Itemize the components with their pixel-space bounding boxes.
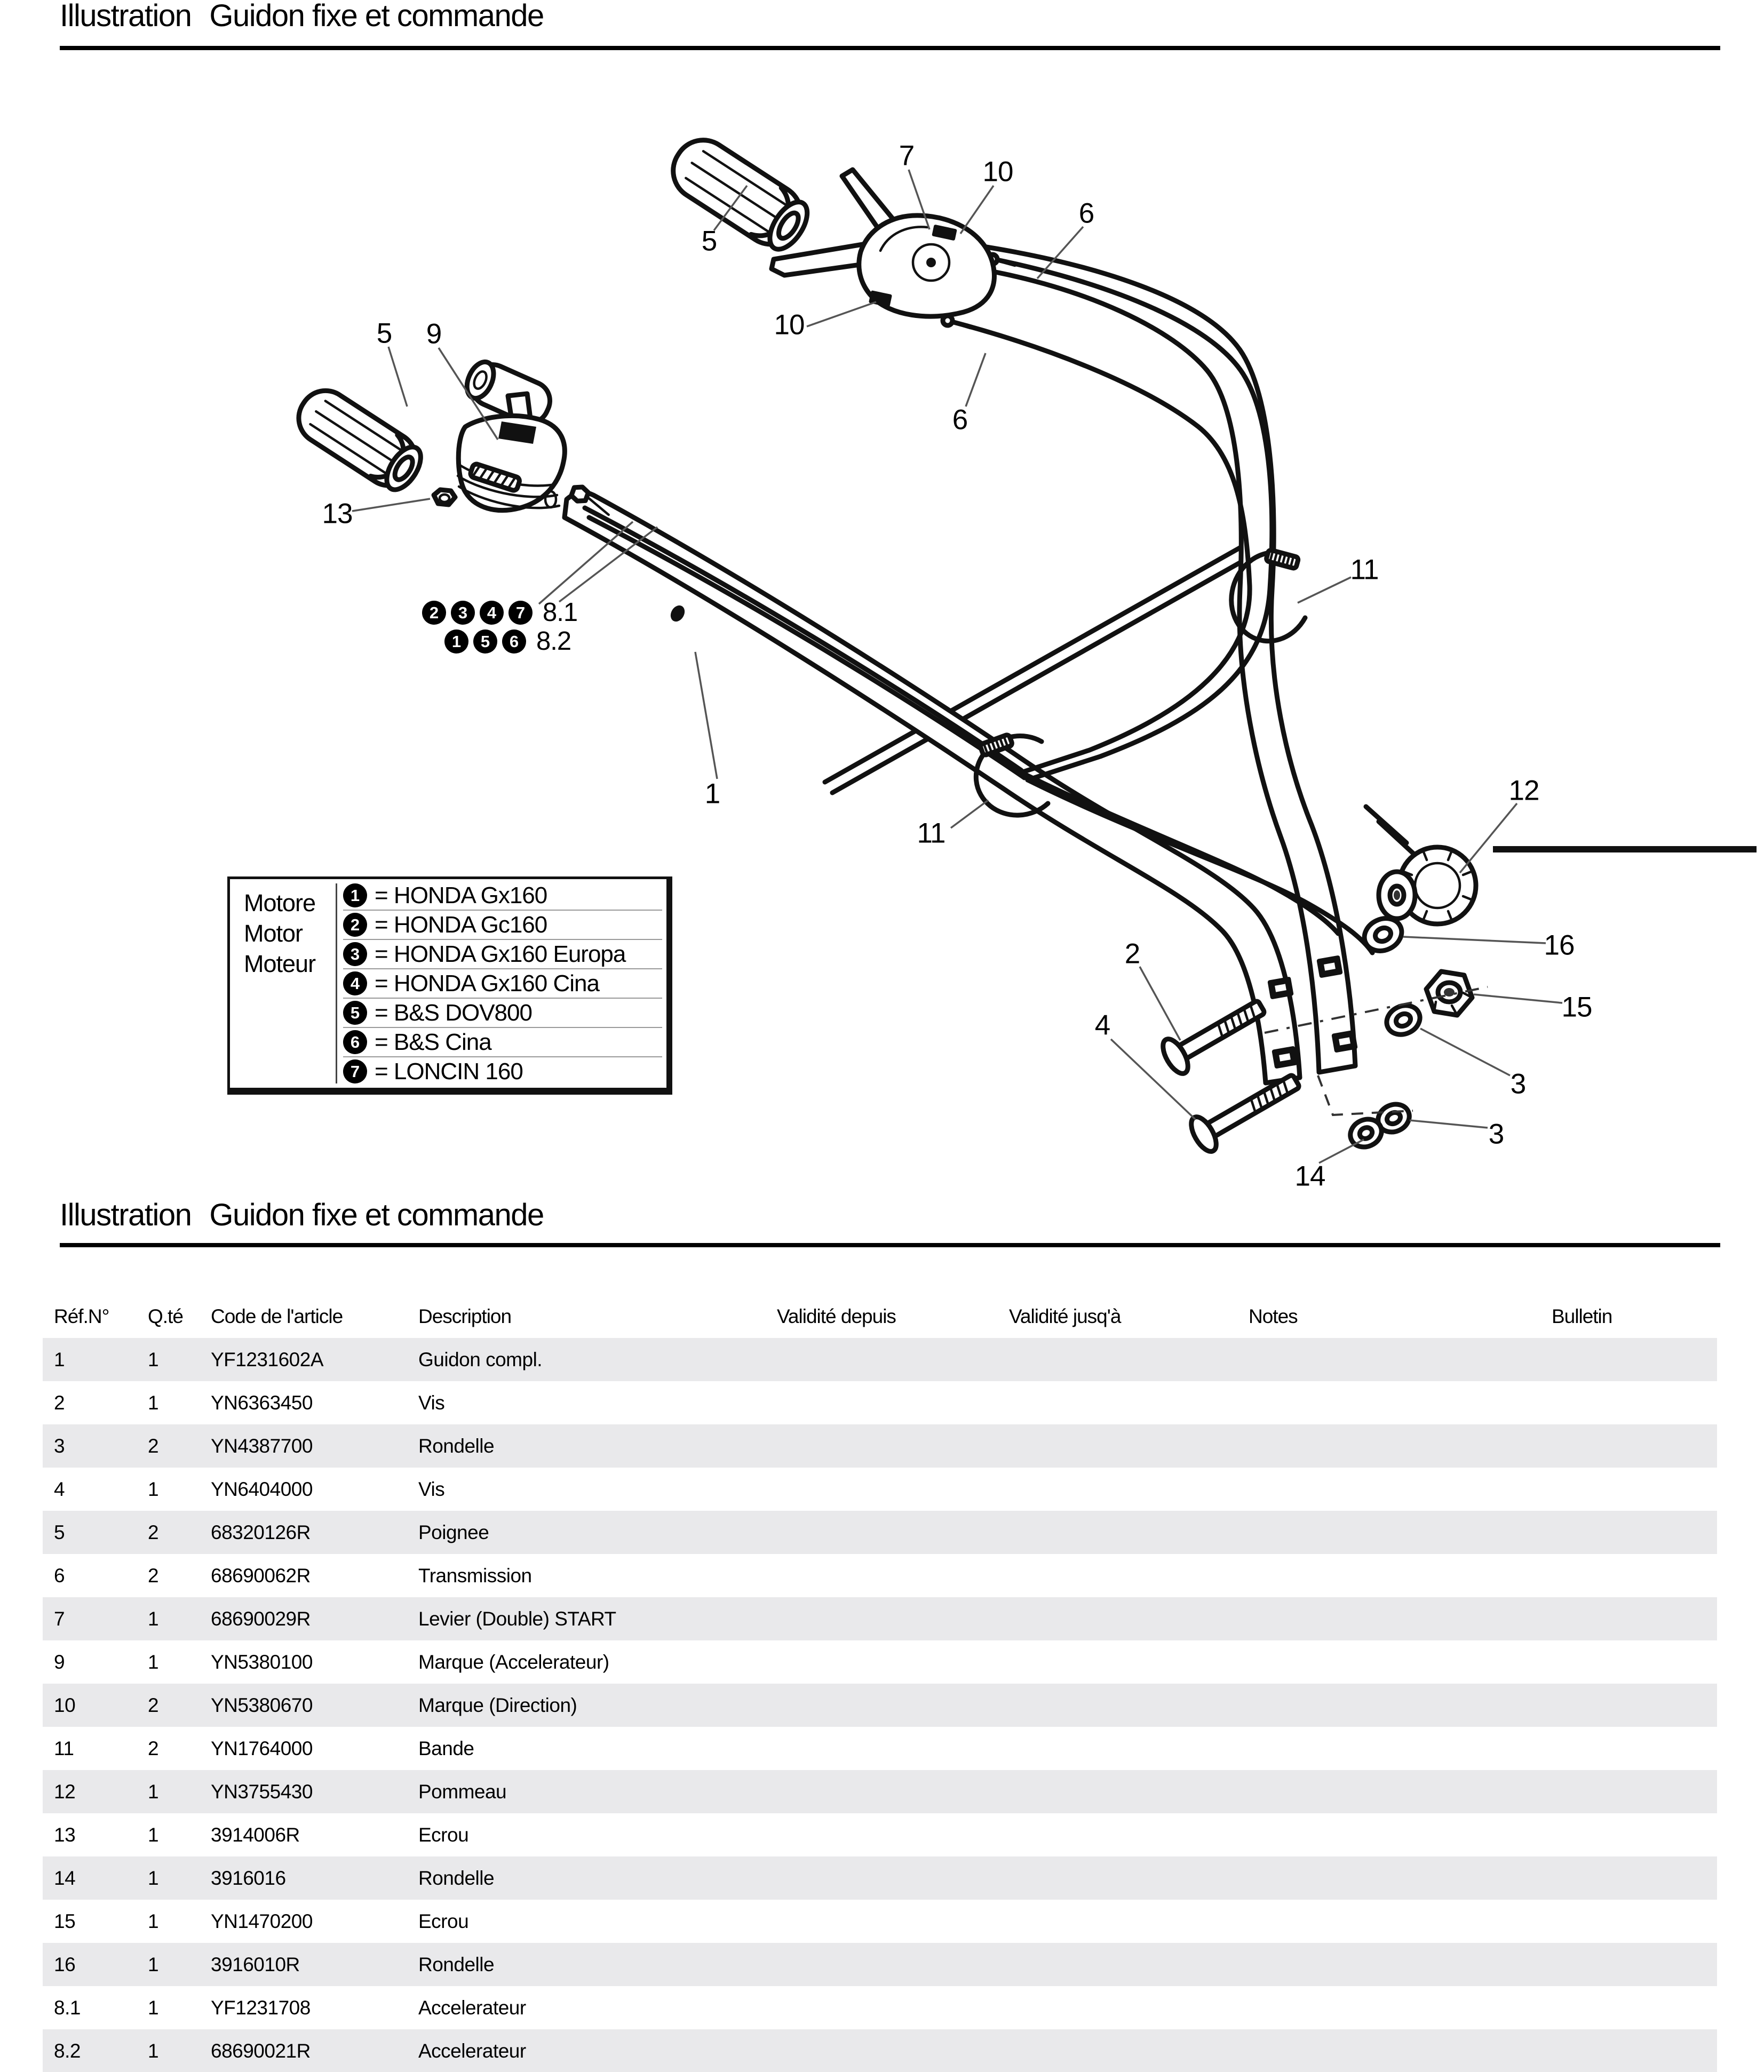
table-cell: YF1231602A (211, 1348, 324, 1370)
table-cell: Rondelle (418, 1435, 495, 1457)
parts-table (43, 1338, 1717, 2072)
table-cell: 8.2 (54, 2039, 81, 2062)
table-row (43, 1468, 1717, 1511)
table-cell: 3914006R (211, 1823, 300, 1846)
table-cell: 11 (54, 1737, 74, 1759)
engine-badge: 7 (343, 1059, 367, 1083)
table-cell: 1 (148, 1953, 159, 1975)
table-cell: Pommeau (418, 1780, 507, 1803)
table-row (43, 1770, 1717, 1813)
engine-badge: 1 (444, 629, 468, 654)
legend-language-label: Motor (244, 920, 303, 947)
table-cell: 68690021R (211, 2039, 311, 2062)
table-row (43, 1640, 1717, 1684)
badge-ref-label: 8.2 (536, 627, 571, 656)
table-cell: 4 (54, 1478, 65, 1500)
table-cell: 2 (54, 1391, 65, 1414)
table-cell: YN1470200 (211, 1910, 313, 1932)
legend-language-label: Moteur (244, 950, 316, 977)
table-cell: 1 (54, 1348, 65, 1370)
callout-16: 16 (1544, 929, 1575, 961)
callout-15: 15 (1561, 991, 1592, 1023)
legend-entry (343, 911, 662, 940)
page-title-text: Guidon fixe et commande (209, 0, 544, 33)
table-cell: Bande (418, 1737, 474, 1759)
table-cell: 6 (54, 1564, 65, 1587)
engine-badge-row-8.2 (444, 626, 571, 656)
table-cell: 1 (148, 1651, 159, 1673)
badge-ref-label: 8.1 (543, 598, 578, 627)
table-cell: 16 (54, 1953, 76, 1975)
callout-11: 11 (917, 817, 945, 849)
engine-badge: 4 (480, 601, 504, 625)
callout-13: 13 (322, 498, 353, 530)
engine-badge: 7 (508, 601, 533, 625)
table-row (43, 1727, 1717, 1770)
engine-badge-row-8.1 (422, 597, 577, 627)
callout-5: 5 (376, 317, 392, 349)
table-row (43, 1986, 1717, 2029)
table-cell: 68690029R (211, 1607, 311, 1630)
legend-entry-label: = HONDA Gc160 (375, 911, 547, 938)
table-row (43, 1511, 1717, 1554)
table-section-title (60, 1197, 544, 1233)
table-cell: Guidon compl. (418, 1348, 543, 1370)
table-cell: 10 (54, 1694, 76, 1716)
table-cell: Rondelle (418, 1953, 495, 1975)
table-cell: 13 (54, 1823, 76, 1846)
table-row (43, 1856, 1717, 1900)
table-cell: 3916010R (211, 1953, 300, 1975)
table-cell: 68320126R (211, 1521, 311, 1543)
column-header: Validité depuis (777, 1305, 896, 1327)
engine-badge: 3 (343, 942, 367, 966)
table-row (43, 1424, 1717, 1468)
table-cell: 68690062R (211, 1564, 311, 1587)
engine-badge: 2 (422, 601, 446, 625)
legend-language-label: Motore (244, 889, 316, 917)
column-header: Notes (1249, 1305, 1298, 1327)
table-row (43, 1381, 1717, 1424)
table-cell: 2 (148, 1435, 159, 1457)
callout-1: 1 (704, 778, 720, 810)
column-header: Code de l'article (211, 1305, 343, 1327)
table-cell: 9 (54, 1651, 65, 1673)
table-cell: 7 (54, 1607, 65, 1630)
table-cell: Vis (418, 1391, 445, 1414)
callout-6: 6 (952, 404, 968, 436)
table-row (43, 1943, 1717, 1986)
engine-badge: 4 (343, 971, 367, 995)
table-row (43, 1684, 1717, 1727)
callout-10: 10 (982, 156, 1013, 188)
engine-badge: 1 (343, 883, 367, 907)
table-cell: Ecrou (418, 1910, 469, 1932)
table-cell: 15 (54, 1910, 76, 1932)
table-cell: Marque (Accelerateur) (418, 1651, 609, 1673)
callout-6: 6 (1078, 197, 1094, 229)
table-cell: Vis (418, 1478, 445, 1500)
callout-7: 7 (899, 140, 915, 172)
legend-entry (343, 881, 662, 911)
page-title-label: Illustration (60, 0, 192, 33)
table-row (43, 1900, 1717, 1943)
table-cell: 1 (148, 1478, 159, 1500)
table-section-title-label: Illustration (60, 1198, 192, 1232)
table-cell: 1 (148, 1867, 159, 1889)
table-cell: 1 (148, 1823, 159, 1846)
table-cell: 2 (148, 1737, 159, 1759)
table-row (43, 1813, 1717, 1856)
table-cell: YN3755430 (211, 1780, 313, 1803)
legend-entry (343, 1057, 662, 1086)
parts-table-header (43, 1294, 1717, 1336)
table-row (43, 1338, 1717, 1381)
table-cell: 2 (148, 1521, 159, 1543)
table-cell: Ecrou (418, 1823, 469, 1846)
legend-entry-label: = B&S DOV800 (375, 999, 532, 1026)
table-cell: YN6404000 (211, 1478, 313, 1500)
legend-entry (343, 940, 662, 969)
legend-language-column (244, 888, 315, 979)
engine-badge: 5 (343, 1001, 367, 1025)
column-header: Q.té (148, 1305, 183, 1327)
callout-14: 14 (1294, 1160, 1325, 1192)
callout-3: 3 (1488, 1118, 1504, 1150)
table-cell: YN1764000 (211, 1737, 313, 1759)
callout-12: 12 (1508, 775, 1539, 807)
table-section-title-text: Guidon fixe et commande (209, 1198, 544, 1232)
engine-badge: 3 (451, 601, 475, 625)
callout-2: 2 (1124, 938, 1140, 970)
column-header: Validité jusq'à (1009, 1305, 1121, 1327)
table-cell: Transmission (418, 1564, 532, 1587)
legend-entry-label: = HONDA Gx160 (375, 882, 547, 909)
engine-badge: 5 (473, 629, 497, 654)
legend-entry-label: = HONDA Gx160 Europa (375, 941, 626, 967)
legend-divider (336, 883, 337, 1083)
table-cell: YN5380100 (211, 1651, 313, 1673)
table-cell: YN6363450 (211, 1391, 313, 1414)
table-row (43, 1554, 1717, 1597)
table-cell: 1 (148, 1780, 159, 1803)
table-row (43, 1597, 1717, 1640)
column-header: Réf.N° (54, 1305, 109, 1327)
callout-11: 11 (1350, 554, 1379, 586)
column-header: Bulletin (1552, 1305, 1612, 1327)
legend-entry-label: = B&S Cina (375, 1029, 491, 1055)
table-cell: 1 (148, 1996, 159, 2019)
table-row (43, 2029, 1717, 2072)
table-cell: 8.1 (54, 1996, 81, 2019)
legend-entry-label: = LONCIN 160 (375, 1058, 523, 1085)
table-cell: Accelerateur (418, 2039, 526, 2062)
table-cell: Marque (Direction) (418, 1694, 577, 1716)
legend-entry (343, 969, 662, 999)
table-cell: 2 (148, 1564, 159, 1587)
table-cell: YN4387700 (211, 1435, 313, 1457)
callout-10: 10 (774, 309, 805, 341)
table-cell: 3916016 (211, 1867, 286, 1889)
callout-3: 3 (1510, 1068, 1526, 1100)
table-cell: YF1231708 (211, 1996, 311, 2019)
table-cell: 1 (148, 1348, 159, 1370)
table-cell: 3 (54, 1435, 65, 1457)
table-cell: 12 (54, 1780, 76, 1803)
engine-badge: 2 (343, 913, 367, 937)
engine-badge: 6 (502, 629, 526, 654)
legend-entry-label: = HONDA Gx160 Cina (375, 970, 599, 997)
table-cell: Levier (Double) START (418, 1607, 616, 1630)
table-cell: Rondelle (418, 1867, 495, 1889)
callout-9: 9 (426, 318, 442, 350)
legend-entry (343, 999, 662, 1028)
callout-4: 4 (1094, 1009, 1110, 1041)
table-cell: Accelerateur (418, 1996, 526, 2019)
table-cell: YN5380670 (211, 1694, 313, 1716)
legend-entries (343, 881, 662, 1086)
table-cell: 1 (148, 1607, 159, 1630)
callout-5: 5 (701, 225, 717, 257)
divider-rule (60, 1243, 1720, 1247)
engine-badge: 6 (343, 1030, 367, 1054)
column-header: Description (418, 1305, 512, 1327)
engine-legend-box (227, 876, 672, 1095)
table-cell: 1 (148, 1910, 159, 1932)
legend-entry (343, 1028, 662, 1057)
table-cell: 14 (54, 1867, 76, 1889)
table-cell: Poignee (418, 1521, 489, 1543)
table-cell: 1 (148, 1391, 159, 1414)
table-cell: 5 (54, 1521, 65, 1543)
table-cell: 2 (148, 1694, 159, 1716)
table-cell: 1 (148, 2039, 159, 2062)
